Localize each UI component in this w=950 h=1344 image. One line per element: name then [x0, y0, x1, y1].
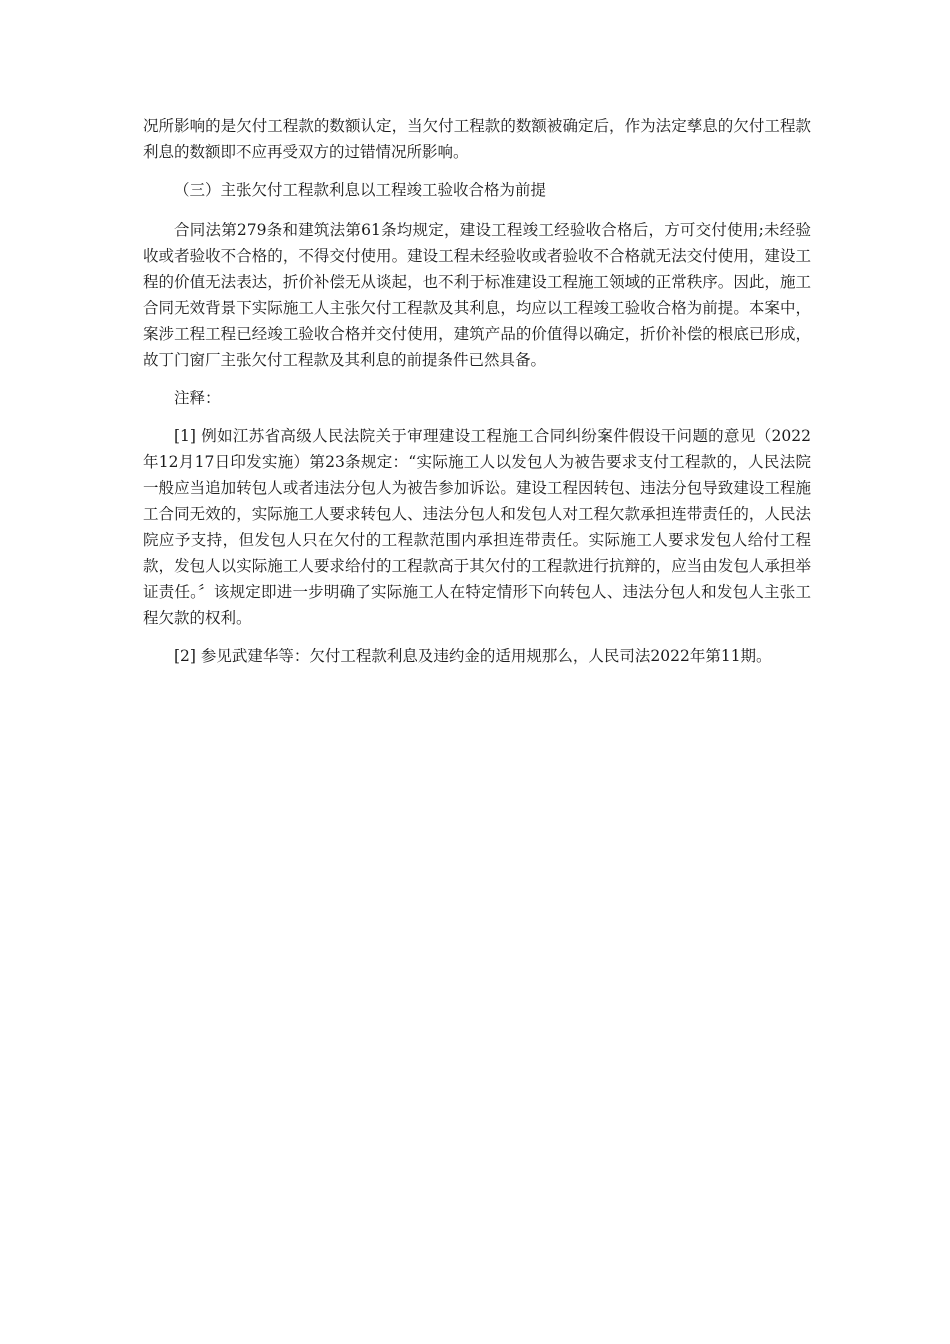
notes-label: 注释：	[174, 389, 221, 407]
paragraph-acceptance-premise: 合同法第279条和建筑法第61条均规定，建设工程竣工经验收合格后，方可交付使用;未经验收或者验收不合格的，不得交付使用。建设工程未经验收或者验收不合格就无法交付使用，建设工程的价值无法表达，折价补偿无从谈起，也不利于标准建设工程施工领域的正常秩序。因此，施工合同无效背景下实际施工人主张欠付工程款及其利息，均应以工程竣工验收合格为前提。本案中，案涉工程工程已经竣工验收合格并交付使用，建筑产品的价值得以确定，折价补偿的根底已形成，故丁门窗厂主张欠付工程款及其利息的前提条件已然具备。	[143, 221, 811, 369]
footnote-2: [2] 参见武建华等：欠付工程款利息及违约金的适用规那么，人民司法2022年第11期。	[174, 647, 772, 665]
footnote-1: [1] 例如江苏省高级人民法院关于审理建设工程施工合同纠纷案件假设干问题的意见（2022年12月17日印发实施）第23条规定：“实际施工人以发包人为被告要求支付工程款的，人民法院一般应当追加转包人或者违法分包人为被告参加诉讼。建设工程因转包、违法分包导致建设工程施工合同无效的，实际施工人要求转包人、违法分包人和发包人对工程欠款承担连带责任的，人民法院应予支持，但发包人只在欠付的工程款范围内承担连带责任。实际施工人要求发包人给付工程款，发包人以实际施工人要求给付的工程款高于其欠付的工程款进行抗辩的，应当由发包人承担举证责任。〞该规定即进一步明确了实际施工人在特定情形下向转包人、违法分包人和发包人主张工程欠款的权利。	[143, 427, 811, 627]
paragraph-continuation: 况所影响的是欠付工程款的数额认定，当欠付工程款的数额被确定后，作为法定孳息的欠付工程款利息的数额即不应再受双方的过错情况所影响。	[143, 117, 811, 161]
section-heading-3: （三）主张欠付工程款利息以工程竣工验收合格为前提	[174, 181, 547, 199]
document-body	[143, 113, 811, 681]
